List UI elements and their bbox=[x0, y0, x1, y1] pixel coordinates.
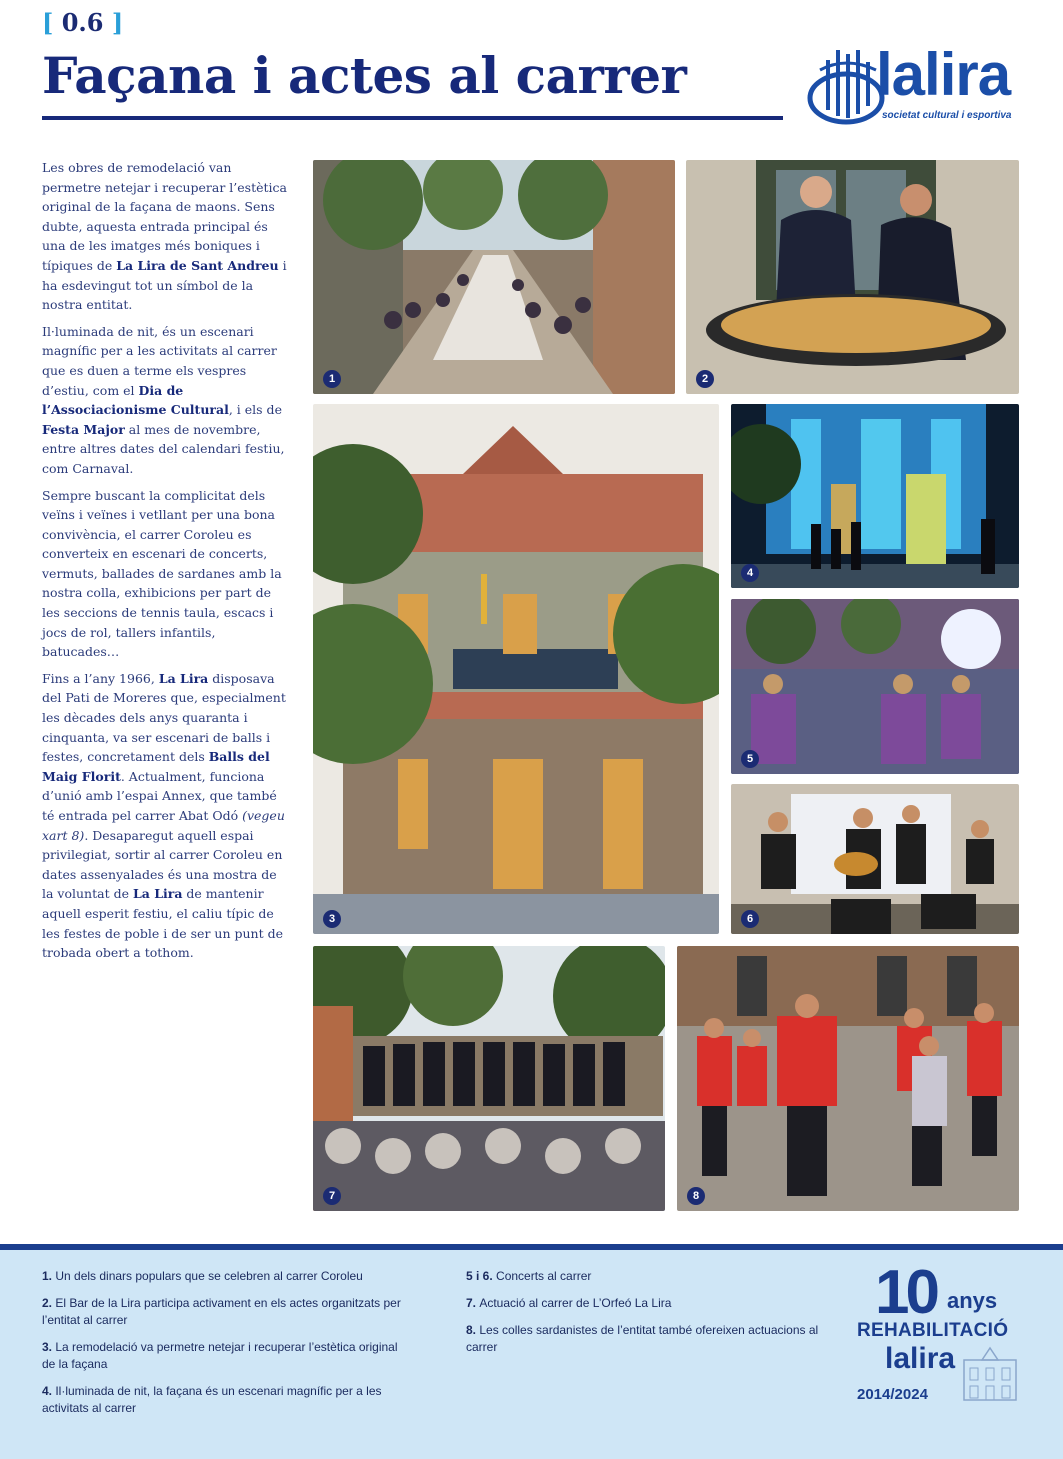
captions-right-column bbox=[466, 1268, 836, 1366]
caption-number: 5 i 6. bbox=[466, 1269, 497, 1283]
paragraph-text: Fins a l’any 1966, bbox=[42, 670, 159, 686]
photo-caption bbox=[42, 1383, 412, 1417]
lalira-logo bbox=[806, 38, 1020, 128]
paragraph-text: i ha esdevingut tot un símbol de la nostra entitat. bbox=[42, 257, 287, 313]
title-divider bbox=[42, 116, 783, 120]
lyre-icon bbox=[806, 40, 886, 126]
paragraph-text: de mantenir aquell esperit festiu, el caliu típic de les festes de poble i de ser un punt de trobada obert a tothom. bbox=[42, 886, 283, 961]
article-paragraph bbox=[42, 486, 287, 662]
paragraph-text: . Desaparegut aquell espai privilegiat, sortir al carrer Coroleu en dates assenyalades és una mostra de la voluntat de bbox=[42, 827, 283, 902]
emphasis-text: La Lira bbox=[132, 886, 183, 902]
caption-number: 7. bbox=[466, 1296, 480, 1310]
caption-number: 2. bbox=[42, 1296, 56, 1310]
photo-sardana-dancers bbox=[677, 946, 1019, 1211]
logo-subtitle: societat cultural i esportiva bbox=[882, 110, 1012, 121]
caption-number: 1. bbox=[42, 1269, 56, 1283]
paragraph-text: al mes de novembre, entre altres dates del calendari festiu, com Carnaval. bbox=[42, 421, 285, 476]
photo-number-badge: 3 bbox=[323, 910, 341, 928]
paragraph-text: (vegeu xart 8) bbox=[42, 808, 285, 843]
photo-caption bbox=[466, 1322, 836, 1356]
badge-rehabilitacio: REHABILITACIÓ bbox=[857, 1320, 1009, 1341]
photo-number-badge: 4 bbox=[741, 564, 759, 582]
caption-text: Concerts al carrer bbox=[496, 1269, 592, 1283]
anniversary-badge bbox=[855, 1258, 1025, 1412]
caption-text: Les colles sardanistes de l’entitat també ofereixen actuacions al carrer bbox=[466, 1323, 819, 1354]
photo-band-concert bbox=[731, 784, 1019, 934]
caption-number: 8. bbox=[466, 1323, 480, 1337]
page-title: Façana i actes al carrer bbox=[42, 46, 687, 105]
photo-number-badge: 6 bbox=[741, 910, 759, 928]
photo-street-concert bbox=[731, 599, 1019, 774]
section-number: [ 0.6 ] bbox=[42, 8, 124, 37]
photo-number-badge: 2 bbox=[696, 370, 714, 388]
caption-text: Il·luminada de nit, la façana és un escenari magnífic per a les activitats al carrer bbox=[42, 1384, 382, 1415]
badge-ten: 10 bbox=[875, 1258, 936, 1327]
paragraph-text: Il·luminada de nit, és un escenari magnífic per a les activitats al carrer que es duen a terme els vespres d’estiu, com el bbox=[42, 323, 277, 398]
emphasis-text: Balls del Maig Florit bbox=[42, 749, 270, 784]
photo-facade bbox=[313, 404, 719, 934]
photo-paella-cooks bbox=[686, 160, 1019, 394]
caption-text: El Bar de la Lira participa activament en els actes organitzats per l’entitat al carrer bbox=[42, 1296, 401, 1327]
photo-facade-night bbox=[731, 404, 1019, 588]
paragraph-text: disposava del Pati de Moreres que, especialment les dècades dels anys quaranta i cinquanta, va ser escenari de balls i festes, concretament dels bbox=[42, 670, 286, 765]
paragraph-text: Les obres de remodelació van permetre netejar i recuperar l’estètica original de la façana de maons. Sens dubte, aquesta entrada principal és una de les imatges més boniques i típiques de bbox=[42, 160, 287, 273]
caption-number: 4. bbox=[42, 1384, 56, 1398]
photo-number-badge: 5 bbox=[741, 750, 759, 768]
badge-years: 2014/2024 bbox=[857, 1386, 928, 1403]
article-paragraph bbox=[42, 669, 287, 963]
photo-number-badge: 8 bbox=[687, 1187, 705, 1205]
photo-caption bbox=[466, 1268, 836, 1285]
article-paragraph bbox=[42, 158, 287, 315]
photo-caption bbox=[466, 1295, 836, 1312]
paragraph-text: . Actualment, funciona d’unió amb l’espai Annex, que també té entrada pel carrer Abat Odó bbox=[42, 768, 277, 823]
captions-left-column bbox=[42, 1268, 412, 1427]
logo-wordmark: lalira bbox=[876, 41, 1011, 108]
emphasis-text: Festa Major bbox=[42, 421, 125, 437]
article-paragraph bbox=[42, 322, 287, 479]
photo-number-badge: 1 bbox=[323, 370, 341, 388]
photo-caption bbox=[42, 1268, 412, 1285]
caption-number: 3. bbox=[42, 1340, 56, 1354]
photo-number-badge: 7 bbox=[323, 1187, 341, 1205]
badge-anys: anys bbox=[947, 1288, 998, 1313]
caption-text: Actuació al carrer de L’Orfeó La Lira bbox=[479, 1296, 672, 1310]
caption-text: Un dels dinars populars que se celebren al carrer Coroleu bbox=[55, 1269, 363, 1283]
emphasis-text: Dia de l’Associacionisme Cultural bbox=[42, 382, 229, 418]
emphasis-text: La Lira de Sant Andreu bbox=[116, 257, 279, 273]
article-body bbox=[42, 158, 287, 970]
photo-caption bbox=[42, 1339, 412, 1373]
paragraph-text: Sempre buscant la complicitat dels veïns i veïnes i vetllant per una bona convivència, el carrer Coroleu es converteix en escenari de concerts, vermuts, ballades de sardanes amb la nostra colla, exhibicions per part de les seccions de tennis taula, escacs i jocs de rol, tallers infantils, batucades… bbox=[42, 487, 282, 660]
badge-logo-word: lalira bbox=[885, 1342, 956, 1375]
photo-street-lunch bbox=[313, 160, 675, 394]
photo-caption bbox=[42, 1295, 412, 1329]
paragraph-text: , i els de bbox=[228, 402, 282, 418]
caption-text: La remodelació va permetre netejar i recuperar l’estètica original de la façana bbox=[42, 1340, 398, 1371]
emphasis-text: La Lira bbox=[158, 670, 209, 686]
photo-choir bbox=[313, 946, 665, 1211]
building-icon bbox=[960, 1342, 1020, 1402]
